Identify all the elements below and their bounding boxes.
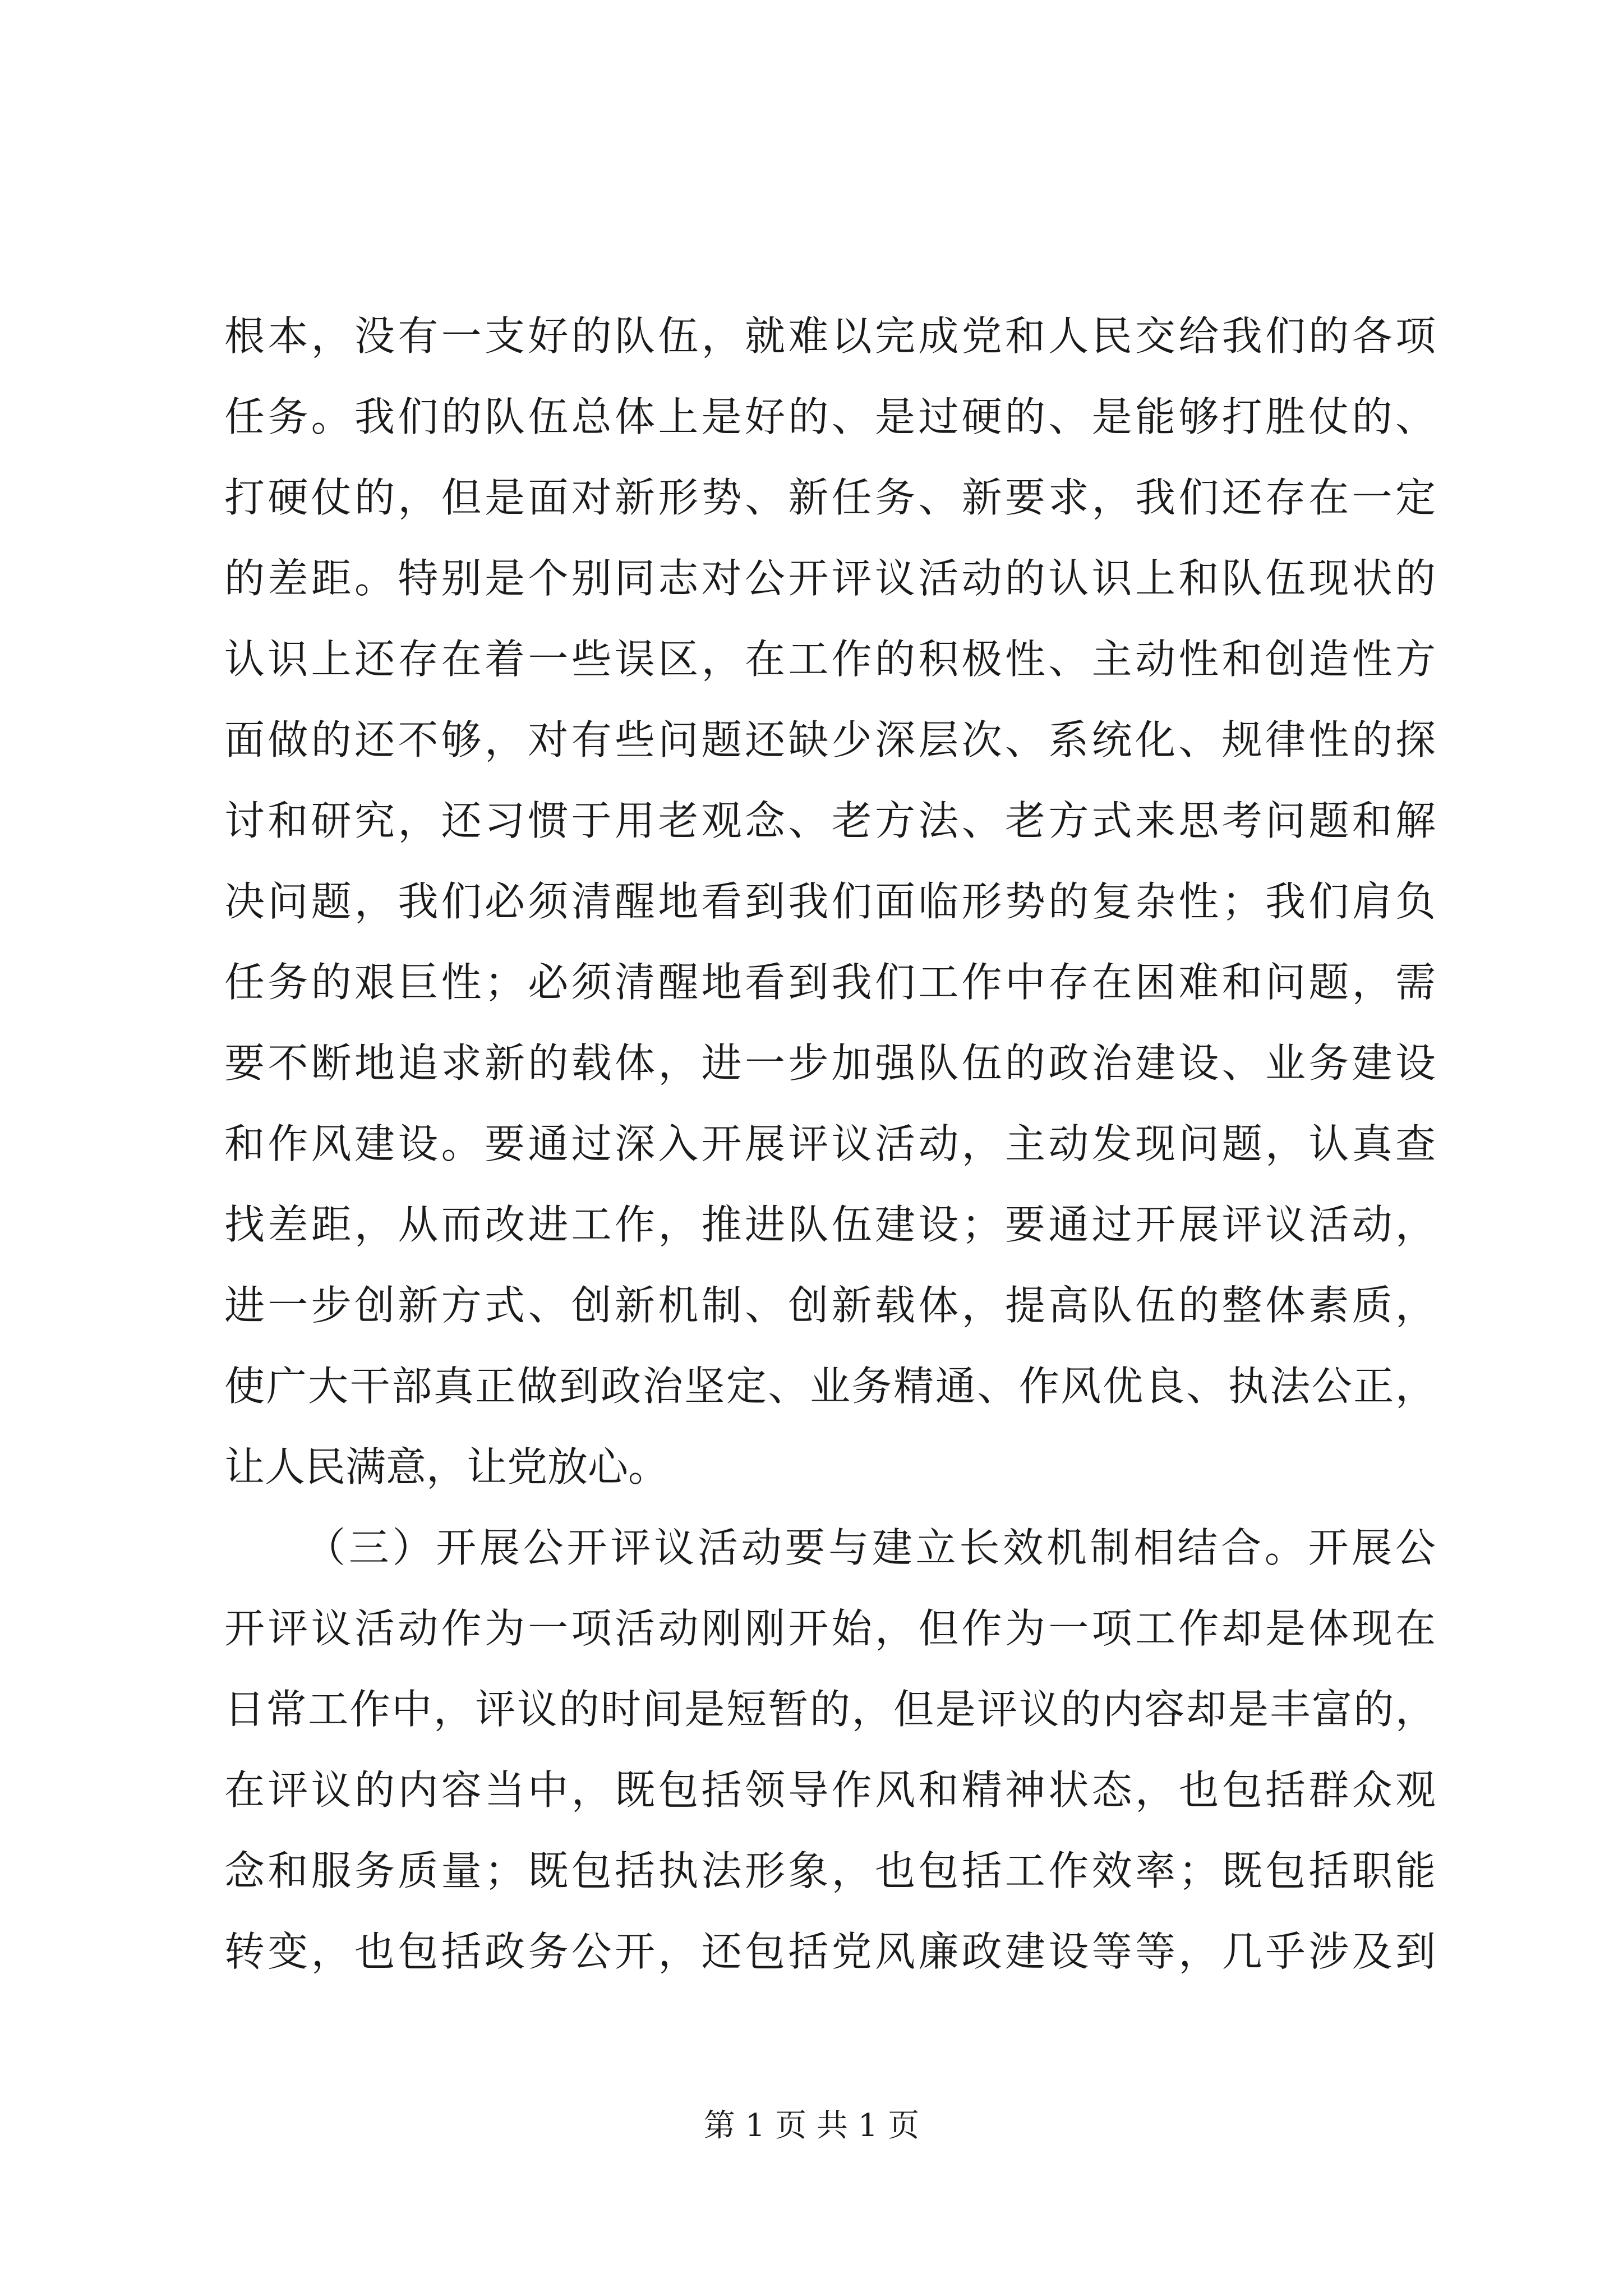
page-footer [0,2101,1623,2146]
text-line: 使广大干部真正做到政治坚定、业务精通、作风优良、执法公正， [224,1363,1436,1410]
text-line: 面做的还不够，对有些问题还缺少深层次、系统化、规律性的探 [224,716,1436,763]
text-line: （三）开展公开评议活动要与建立长效机制相结合。开展公 [305,1524,1436,1571]
text-line: 转变，也包括政务公开，还包括党风廉政建设等等，几乎涉及到 [224,1928,1436,1975]
text-line: 日常工作中，评议的时间是短暂的，但是评议的内容却是丰富的， [224,1686,1436,1733]
text-line: 决问题，我们必须清醒地看到我们面临形势的复杂性；我们肩负 [224,878,1436,925]
text-line: 念和服务质量；既包括执法形象，也包括工作效率；既包括职能 [224,1847,1436,1894]
page-number: 第 1 页 共 1 页 [703,2108,920,2144]
text-line: 开评议活动作为一项活动刚刚开始，但作为一项工作却是体现在 [224,1605,1436,1652]
text-line: 进一步创新方式、创新机制、创新载体，提高队伍的整体素质， [224,1282,1436,1329]
text-line: 根本，没有一支好的队伍，就难以完成党和人民交给我们的各项 [224,312,1436,360]
text-line: 要不断地追求新的载体，进一步加强队伍的政治建设、业务建设 [224,1039,1436,1087]
text-line: 和作风建设。要通过深入开展评议活动，主动发现问题，认真查 [224,1120,1436,1167]
text-line: 在评议的内容当中，既包括领导作风和精神状态，也包括群众观 [224,1766,1436,1814]
text-line: 让人民满意，让党放心。 [224,1443,669,1490]
text-line: 打硬仗的，但是面对新形势、新任务、新要求，我们还存在一定 [224,474,1436,521]
document-body [224,296,1436,1992]
text-line: 找差距，从而改进工作，推进队伍建设；要通过开展评议活动， [224,1201,1436,1248]
text-line: 任务的艰巨性；必须清醒地看到我们工作中存在困难和问题，需 [224,959,1436,1006]
text-line: 的差距。特别是个别同志对公开评议活动的认识上和队伍现状的 [224,555,1436,602]
text-line: 讨和研究，还习惯于用老观念、老方法、老方式来思考问题和解 [224,797,1436,844]
text-line: 任务。我们的队伍总体上是好的、是过硬的、是能够打胜仗的、 [224,393,1436,440]
text-line: 认识上还存在着一些误区，在工作的积极性、主动性和创造性方 [224,636,1436,683]
